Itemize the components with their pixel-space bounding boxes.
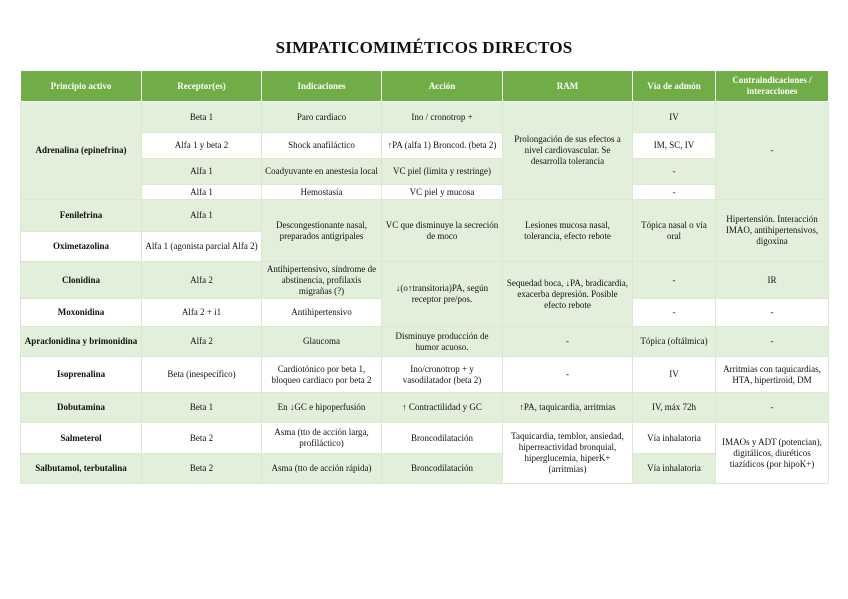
- drug-name: Clonidina: [21, 262, 142, 299]
- table-row: [21, 185, 829, 200]
- indicacion-cell: Antihipertensivo: [262, 299, 382, 327]
- indicacion-cell: Paro cardiaco: [262, 102, 382, 133]
- indicacion-cell: Shock anafiláctico: [262, 133, 382, 159]
- table-row: [21, 393, 829, 423]
- receptor-cell: Alfa 1 (agonista parcial Alfa 2): [142, 232, 262, 262]
- table-row: [21, 423, 829, 454]
- receptor-cell: Alfa 2 + i1: [142, 299, 262, 327]
- receptor-cell: Alfa 1 y beta 2: [142, 133, 262, 159]
- header-receptor: Receptor(es): [142, 71, 262, 102]
- drug-table: [20, 70, 829, 484]
- indicacion-cell: Antihipertensivo, síndrome de abstinencia, profilaxis migrañas (?): [262, 262, 382, 299]
- header-row: [21, 71, 829, 102]
- accion-cell: VC piel (limita y restringe): [382, 159, 503, 185]
- via-cell: -: [633, 299, 716, 327]
- receptor-cell: Beta (inespecífico): [142, 357, 262, 393]
- drug-name: Moxonidina: [21, 299, 142, 327]
- contra-cell: -: [716, 393, 829, 423]
- accion-cell: ↑ Contractilidad y GC: [382, 393, 503, 423]
- table-row: [21, 200, 829, 232]
- contra-cell: IR: [716, 262, 829, 299]
- drug-name: Salbutamol, terbutalina: [21, 454, 142, 484]
- drug-name: Isoprenalina: [21, 357, 142, 393]
- via-cell: IV, máx 72h: [633, 393, 716, 423]
- via-cell: Tópica (oftálmica): [633, 327, 716, 357]
- header-ram: RAM: [503, 71, 633, 102]
- via-cell: -: [633, 262, 716, 299]
- contra-cell: Arritmias con taquicardias, HTA, hipertiroid, DM: [716, 357, 829, 393]
- ram-cell: Sequedad boca, ↓PA, bradicardia, exacerba depresión. Posible efecto rebote: [503, 262, 633, 327]
- table-row: [21, 133, 829, 159]
- header-via: Vía de admón: [633, 71, 716, 102]
- accion-cell: Broncodilatación: [382, 423, 503, 454]
- contra-cell: -: [716, 102, 829, 200]
- indicacion-cell: Coadyuvante en anestesia local: [262, 159, 382, 185]
- table-row: [21, 262, 829, 299]
- indicacion-cell: Glaucoma: [262, 327, 382, 357]
- receptor-cell: Beta 2: [142, 423, 262, 454]
- ram-cell: Taquicardia, temblor, ansiedad, hiperreactividad bronquial, hiperglucemia, hiperK+ (arritmias): [503, 423, 633, 484]
- header-principio: Principio activo: [21, 71, 142, 102]
- table-row: [21, 159, 829, 185]
- receptor-cell: Alfa 2: [142, 327, 262, 357]
- via-cell: IV: [633, 102, 716, 133]
- receptor-cell: Alfa 1: [142, 200, 262, 232]
- via-cell: Vía inhalatoria: [633, 454, 716, 484]
- accion-cell: Broncodilatación: [382, 454, 503, 484]
- via-cell: Tópica nasal o vía oral: [633, 200, 716, 262]
- ram-cell: -: [503, 357, 633, 393]
- table-row: [21, 327, 829, 357]
- indicacion-cell: En ↓GC e hipoperfusión: [262, 393, 382, 423]
- accion-cell: Disminuye producción de humor acuoso.: [382, 327, 503, 357]
- ram-cell: ↑PA, taquicardia, arritmias: [503, 393, 633, 423]
- contra-cell: IMAOs y ADT (potencian), digitálicos, diuréticos tiazídicos (por hipoK+): [716, 423, 829, 484]
- indicacion-cell: Hemostasia: [262, 185, 382, 200]
- drug-name: Adrenalina (epinefrina): [21, 102, 142, 200]
- receptor-cell: Beta 2: [142, 454, 262, 484]
- contra-cell: Hipertensión. Interacción IMAO, antihipertensivos, digoxina: [716, 200, 829, 262]
- accion-cell: Ino / cronotrop +: [382, 102, 503, 133]
- indicacion-cell: Asma (tto de acción rápida): [262, 454, 382, 484]
- drug-name: Fenilefrina: [21, 200, 142, 232]
- via-cell: -: [633, 159, 716, 185]
- ram-cell: Lesiones mucosa nasal, tolerancia, efecto rebote: [503, 200, 633, 262]
- ram-cell: -: [503, 327, 633, 357]
- receptor-cell: Alfa 2: [142, 262, 262, 299]
- contra-cell: -: [716, 327, 829, 357]
- indicacion-cell: Asma (tto de acción larga, profiláctico): [262, 423, 382, 454]
- drug-name: Oximetazolina: [21, 232, 142, 262]
- via-cell: IM, SC, IV: [633, 133, 716, 159]
- header-indicaciones: Indicaciones: [262, 71, 382, 102]
- drug-name: Dobutamina: [21, 393, 142, 423]
- accion-cell: ↓(o↑transitoria)PA, según receptor pre/pos.: [382, 262, 503, 327]
- accion-cell: VC piel y mucosa: [382, 185, 503, 200]
- via-cell: IV: [633, 357, 716, 393]
- indicacion-cell: Cardiotónico por beta 1, bloqueo cardiaco por beta 2: [262, 357, 382, 393]
- contra-cell: -: [716, 299, 829, 327]
- indicacion-cell: Descongestionante nasal, preparados antigripales: [262, 200, 382, 262]
- ram-cell: Prolongación de sus efectos a nivel cardiovascular. Se desarrolla tolerancia: [503, 102, 633, 200]
- receptor-cell: Alfa 1: [142, 159, 262, 185]
- receptor-cell: Beta 1: [142, 393, 262, 423]
- accion-cell: ↑PA (alfa 1) Broncod. (beta 2): [382, 133, 503, 159]
- header-accion: Acción: [382, 71, 503, 102]
- table-row: [21, 102, 829, 133]
- header-contra: Contraindicaciones / interacciones: [716, 71, 829, 102]
- table-row: [21, 357, 829, 393]
- receptor-cell: Alfa 1: [142, 185, 262, 200]
- drug-name: Apraclonidina y brimonidina: [21, 327, 142, 357]
- via-cell: Vía inhalatoria: [633, 423, 716, 454]
- accion-cell: VC que disminuye la secreción de moco: [382, 200, 503, 262]
- drug-name: Salmeterol: [21, 423, 142, 454]
- via-cell: -: [633, 185, 716, 200]
- table-row: [21, 454, 829, 484]
- accion-cell: Ino/cronotrop + y vasodilatador (beta 2): [382, 357, 503, 393]
- receptor-cell: Beta 1: [142, 102, 262, 133]
- page-title: SIMPATICOMIMÉTICOS DIRECTOS: [275, 38, 573, 57]
